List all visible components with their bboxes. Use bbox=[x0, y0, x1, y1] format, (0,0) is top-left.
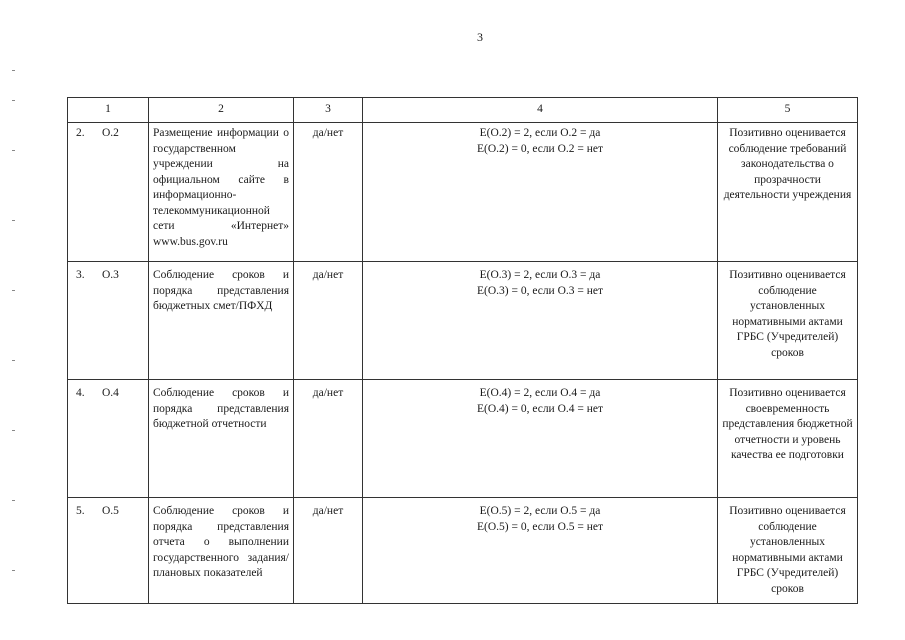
formula-cell bbox=[363, 262, 718, 380]
table-row bbox=[68, 123, 858, 262]
criterion-cell: Размещение информации о государственном учреждении на официальном сайте в информационно-телекоммуникационной сети «Интернет» www.bus.gov.ru bbox=[149, 123, 294, 262]
formula-cell bbox=[363, 123, 718, 262]
formula-cell bbox=[363, 498, 718, 604]
criteria-table bbox=[67, 97, 853, 604]
row-number: 3. bbox=[76, 269, 85, 281]
header-col-3: 3 bbox=[294, 98, 363, 123]
row-code: О.3 bbox=[102, 269, 119, 281]
row-id-cell bbox=[68, 123, 149, 262]
value-type-cell: да/нет bbox=[294, 380, 363, 498]
page-number: 3 bbox=[477, 30, 483, 44]
header-row bbox=[68, 98, 858, 123]
header-col-1: 1 bbox=[68, 98, 149, 123]
row-code: О.5 bbox=[102, 505, 119, 517]
row-number: 4. bbox=[76, 387, 85, 399]
criterion-cell: Соблюдение сроков и порядка представления отчета о выполнении государственного задания/плановых показателей bbox=[149, 498, 294, 604]
formula-false: E(O.3) = 0, если О.3 = нет bbox=[476, 284, 604, 297]
row-id-cell bbox=[68, 262, 149, 380]
row-number: 2. bbox=[76, 127, 85, 139]
row-code: О.2 bbox=[102, 127, 119, 139]
value-type-cell: да/нет bbox=[294, 262, 363, 380]
row-id-cell bbox=[68, 498, 149, 604]
scan-margin-marks bbox=[12, 60, 16, 620]
formula-false: E(O.4) = 0, если О.4 = нет bbox=[476, 402, 604, 415]
value-type-cell: да/нет bbox=[294, 123, 363, 262]
row-number: 5. bbox=[76, 505, 85, 517]
assessment-cell: Позитивно оценивается соблюдение установленных нормативными актами ГРБС (Учредителей) сроков bbox=[718, 498, 858, 604]
formula-cell bbox=[363, 380, 718, 498]
assessment-cell: Позитивно оценивается своевременность представления бюджетной отчетности и уровень качества ее подготовки bbox=[718, 380, 858, 498]
header-col-4: 4 bbox=[363, 98, 718, 123]
table-row bbox=[68, 262, 858, 380]
value-type-cell: да/нет bbox=[294, 498, 363, 604]
table-row bbox=[68, 380, 858, 498]
row-code: О.4 bbox=[102, 387, 119, 399]
formula-true: E(O.2) = 2, если О.2 = да bbox=[479, 127, 601, 139]
assessment-cell: Позитивно оценивается соблюдение установленных нормативными актами ГРБС (Учредителей) сроков bbox=[718, 262, 858, 380]
formula-false: E(O.2) = 0, если О.2 = нет bbox=[476, 142, 604, 155]
criterion-cell: Соблюдение сроков и порядка представления бюджетных смет/ПФХД bbox=[149, 262, 294, 380]
row-id-cell bbox=[68, 380, 149, 498]
header-col-5: 5 bbox=[718, 98, 858, 123]
formula-true: E(O.4) = 2, если О.4 = да bbox=[479, 387, 601, 399]
formula-true: E(O.3) = 2, если О.3 = да bbox=[479, 269, 601, 281]
formula-false: E(O.5) = 0, если О.5 = нет bbox=[476, 520, 604, 533]
criterion-cell: Соблюдение сроков и порядка представления бюджетной отчетности bbox=[149, 380, 294, 498]
assessment-cell: Позитивно оценивается соблюдение требований законодательства о прозрачности деятельности учреждения bbox=[718, 123, 858, 262]
table-row bbox=[68, 498, 858, 604]
formula-true: E(O.5) = 2, если О.5 = да bbox=[479, 505, 601, 517]
header-col-2: 2 bbox=[149, 98, 294, 123]
